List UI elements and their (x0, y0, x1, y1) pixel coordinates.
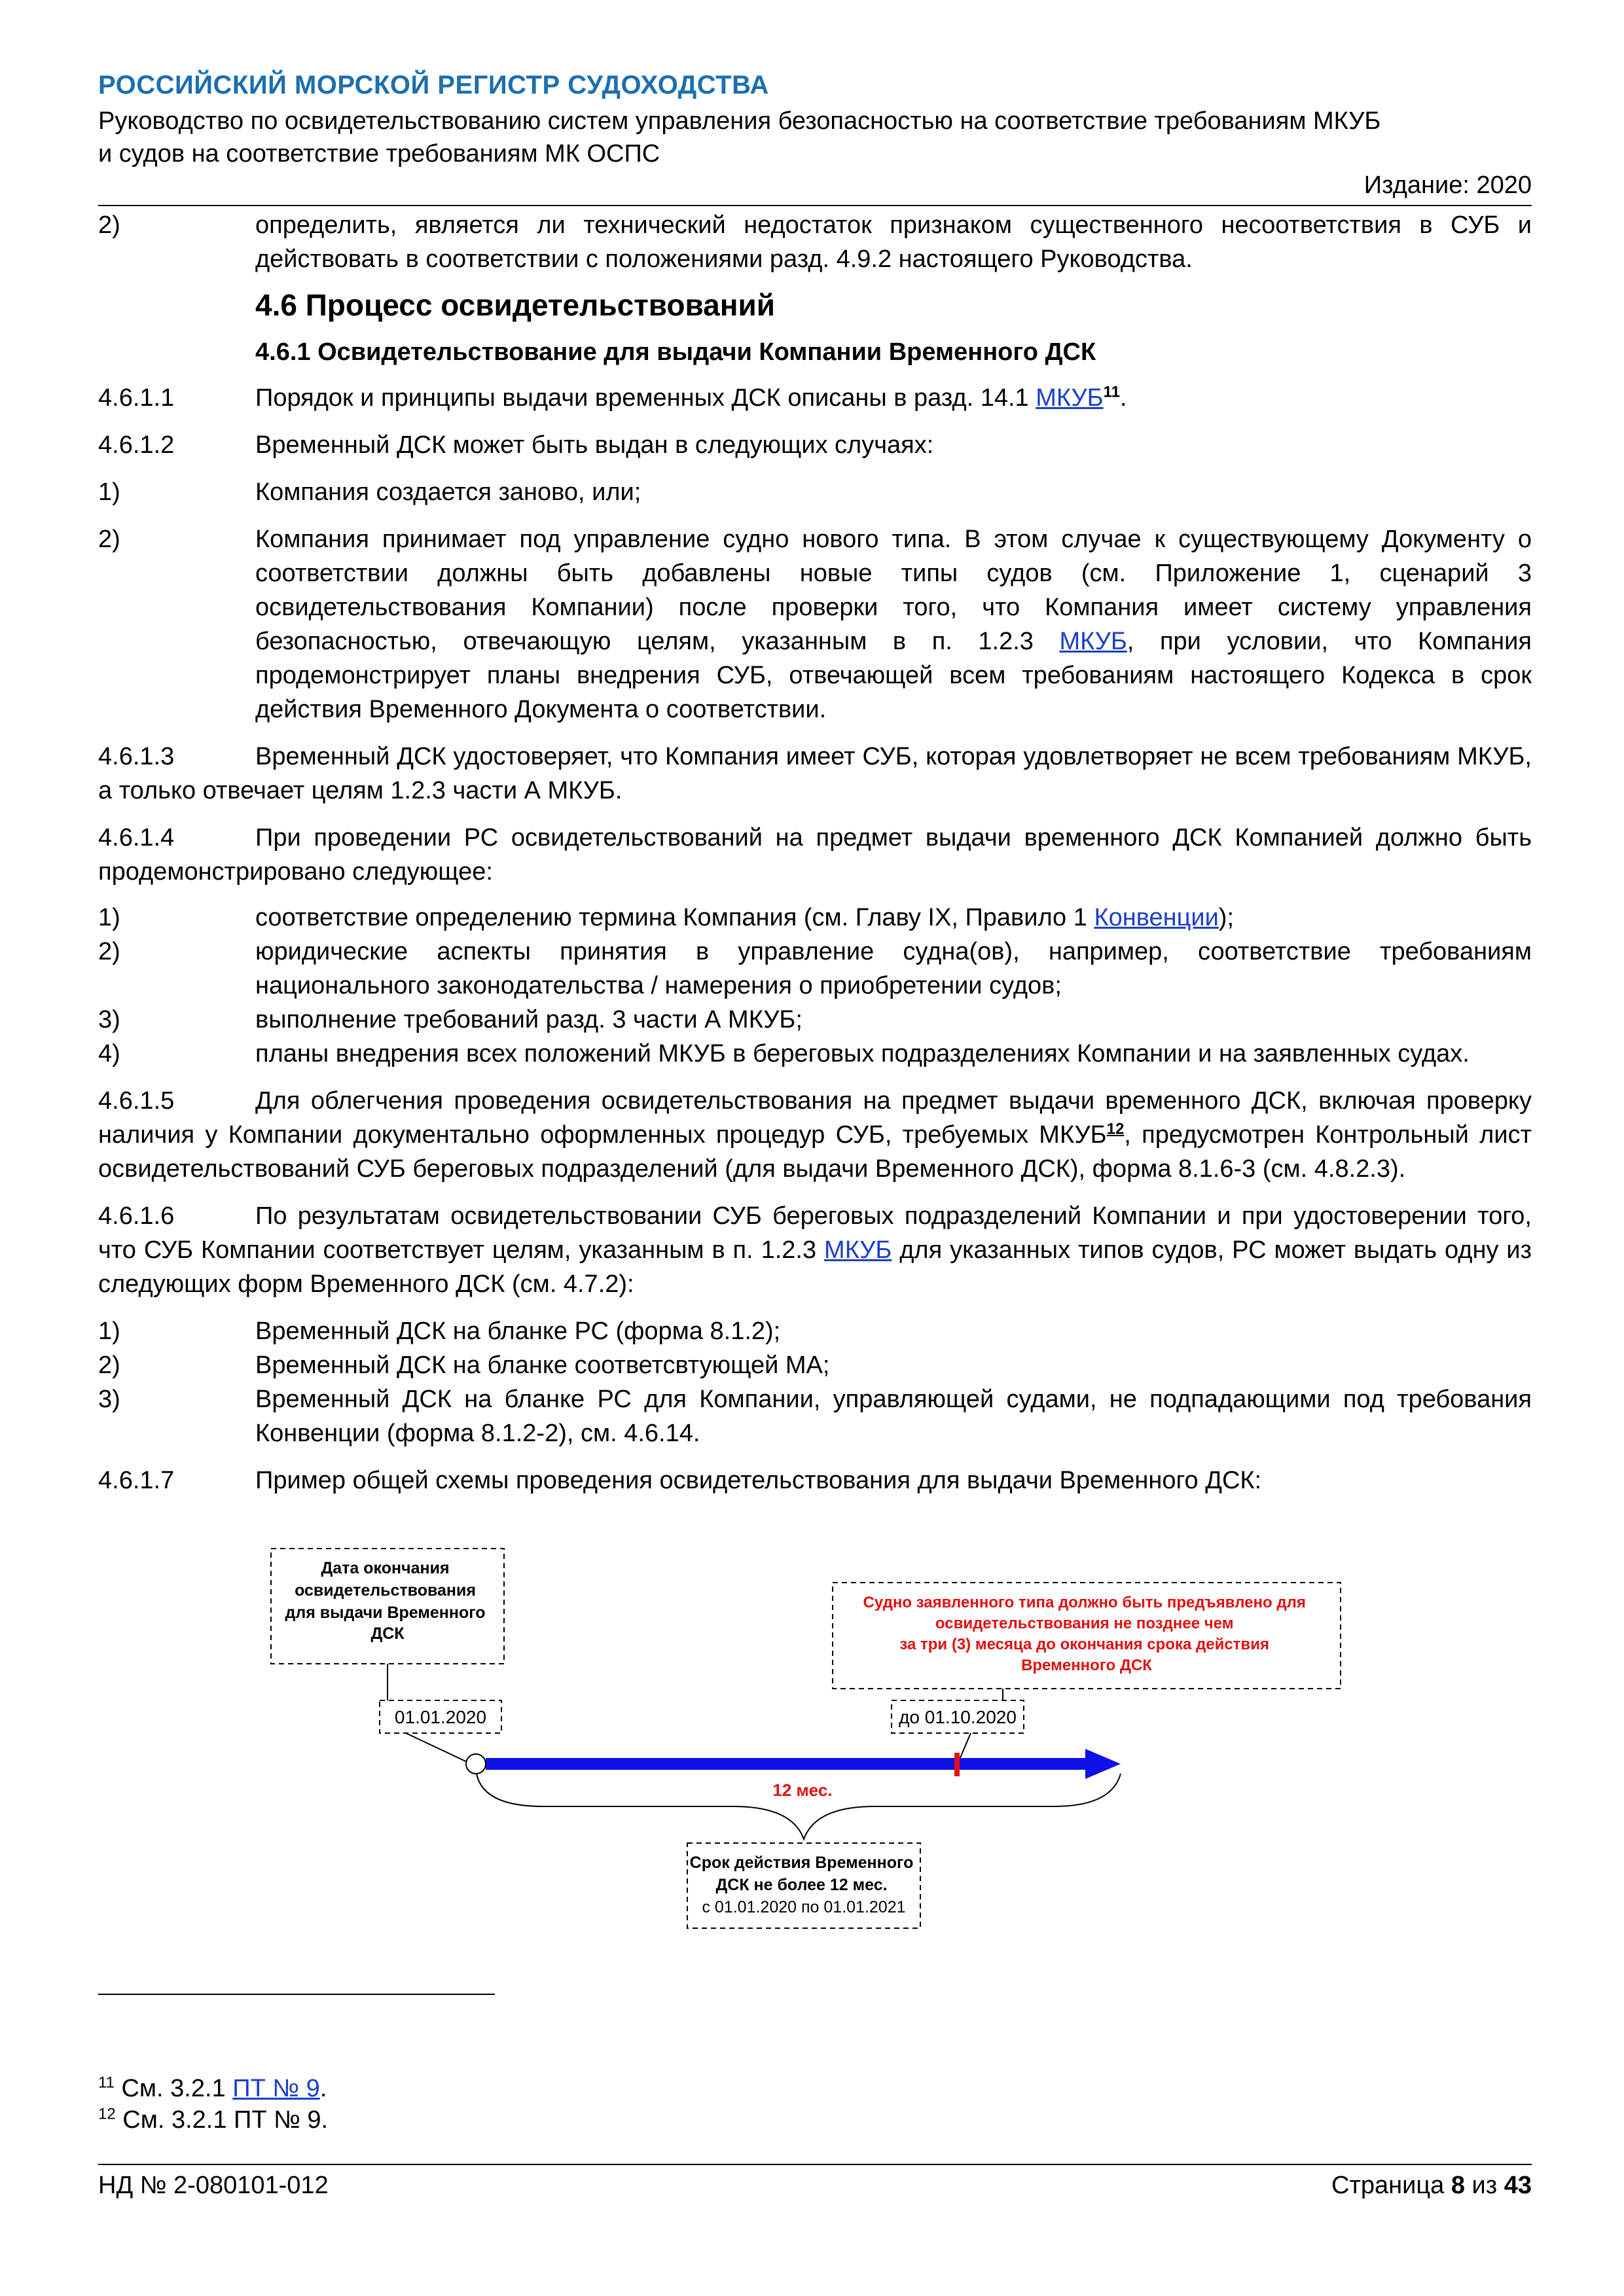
list-item-number: 1) (98, 1318, 120, 1345)
paragraph-text: Временный ДСК может быть выдан в следующих случаях: (255, 431, 934, 459)
timeline-arrow-shaft (486, 1758, 1088, 1770)
red-note-line: освидетельствования не позднее чем (935, 1615, 1234, 1632)
document-body (98, 208, 1532, 1498)
footnote-divider (98, 1994, 495, 1995)
footnote-text: См. 3.2.1 ПТ № 9. (115, 2106, 329, 2134)
validity-line: с 01.01.2020 по 01.01.2021 (702, 1898, 906, 1916)
list-item (98, 1037, 1532, 1071)
paragraph-number: 4.6.1.2 (98, 431, 175, 459)
footnote-ref-11[interactable]: 11 (1103, 383, 1120, 401)
mkub-link[interactable]: МКУБ (1059, 628, 1127, 655)
validity-line: Срок действия Временного (689, 1854, 914, 1872)
list-item-number: 2) (98, 938, 120, 965)
list-item (98, 901, 1532, 935)
deadline-marker (954, 1753, 960, 1776)
red-note-line: Временного ДСК (1021, 1657, 1152, 1674)
header-divider (98, 205, 1532, 206)
list-item-number: 1) (98, 904, 120, 931)
paragraph-4-6-1-3 (98, 740, 1532, 808)
paragraph-number: 4.6.1.5 (98, 1087, 175, 1115)
footnote-number: 11 (98, 2073, 115, 2092)
page-current: 8 (1451, 2172, 1465, 2199)
list-item (98, 208, 1532, 276)
list-item-number: 1) (98, 478, 120, 506)
list-item (98, 1314, 1532, 1348)
list-item-text: Временный ДСК на бланке соответсвтующей МА; (255, 1352, 830, 1379)
list-item-number: 2) (98, 211, 120, 239)
header-organization: РОССИЙСКИЙ МОРСКОЙ РЕГИСТР СУДОХОДСТВА (98, 71, 769, 99)
end-date-box-line: ДСК (370, 1624, 405, 1643)
footnote-text: См. 3.2.1 (114, 2075, 233, 2102)
start-date-label: 01.01.2020 (394, 1707, 487, 1727)
list-item (98, 522, 1532, 726)
list-item (98, 935, 1532, 1003)
list-item-text: выполнение требований разд. 3 части А МКУБ; (255, 1006, 803, 1033)
paragraph-text (255, 381, 1532, 415)
footer-divider (98, 2164, 1532, 2165)
duration-label: 12 мес. (772, 1780, 833, 1800)
paragraph-text-end: . (1119, 384, 1127, 412)
page-total: 43 (1504, 2172, 1532, 2199)
start-date-leader (406, 1733, 473, 1765)
list-item-number: 2) (98, 526, 120, 553)
subsection-title: 4.6.1 Освидетельствование для выдачи Компании Временного ДСК (255, 338, 1096, 366)
paragraph-4-6-1-5 (98, 1084, 1532, 1186)
list-item (98, 1382, 1532, 1450)
mkub-link[interactable]: МКУБ (1036, 384, 1104, 412)
deadline-date-leader (959, 1733, 971, 1761)
list-item-number: 3) (98, 1006, 120, 1033)
paragraph-4-6-1-6 (98, 1199, 1532, 1301)
svg-text:Срок действия Временного (690, 1854, 918, 1916)
list-item-number: 3) (98, 1386, 120, 1413)
list-item-text: определить, является ли технический недостаток признаком существенного несоответствия в СУБ и действовать в соответствии с положениями разд. 4.9.2 настоящего Руководства. (255, 211, 1532, 273)
page-word: Страница (1331, 2172, 1451, 2199)
paragraph-text-part: , предусмотрен Контрольный лист освидетельствований СУБ береговых подразделений (для выдачи Временного ДСК), форма 8.1.6-3 (см. 4.8.2.3). (98, 1121, 1532, 1183)
page-of: из (1464, 2172, 1504, 2199)
paragraph-text: Пример общей схемы проведения освидетельствования для выдачи Временного ДСК: (255, 1467, 1262, 1494)
list-item (98, 475, 1532, 509)
footnote-12 (98, 2105, 328, 2135)
mkub-link[interactable]: МКУБ (824, 1236, 892, 1264)
section-title: 4.6 Процесс освидетельствований (255, 288, 776, 322)
paragraph-text: Временный ДСК удостоверяет, что Компания имеет СУБ, которая удовлетворяет не всем требованиям МКУБ, а только отвечает целям 1.2.3 части А МКУБ. (98, 743, 1532, 804)
list-item-text-part: Компания принимает под управление судно нового типа. В этом случае к существующему Документу о соответствии должны быть добавлены новые типы судов (см. Приложение 1, сценарий 3 освидетельствования Компании) после проверки того, что Компания имеет систему управления безопасностью, отвечающую целям, указанным в п. 1.2.3 (255, 526, 1532, 655)
paragraph-4-6-1-2 (98, 428, 1532, 462)
footnote-end: . (319, 2075, 327, 2102)
paragraph-text-part: Порядок и принципы выдачи временных ДСК описаны в разд. 14.1 (255, 384, 1036, 412)
header-edition: Издание: 2020 (1363, 171, 1532, 199)
paragraph-text-part: для указанных типов судов, РС может выдать одну из следующих форм Временного ДСК (см. 4.7.2): (98, 1236, 1532, 1298)
paragraph-text-part: По результатам освидетельствовании СУБ береговых подразделений Компании и при удостоверении того, что СУБ Компании соответствует целям, указанным в п. 1.2.3 (98, 1202, 1532, 1264)
paragraph-number: 4.6.1.4 (98, 824, 175, 852)
header-subtitle-line1: Руководство по освидетельствованию систем управления безопасностью на соответствие требованиям МКУБ (98, 107, 1381, 135)
list-item-text: Компания создается заново, или; (255, 478, 641, 506)
end-date-box-line: для выдачи Временного (285, 1604, 486, 1622)
list-item-text-part: соответствие определению термина Компания (см. Главу IX, Правило 1 (255, 904, 1094, 931)
paragraph-number: 4.6.1.6 (98, 1202, 175, 1230)
paragraph-4-6-1-7 (98, 1463, 1532, 1498)
red-note-line: Судно заявленного типа должно быть предъявлено для (863, 1594, 1306, 1611)
end-date-box-line: освидетельствования (295, 1581, 476, 1600)
paragraph-4-6-1-4 (98, 821, 1532, 889)
paragraph-4-6-1-1 (98, 381, 1532, 415)
list-item-text: планы внедрения всех положений МКУБ в береговых подразделениях Компании и на заявленных судах. (255, 1040, 1470, 1067)
list-item-number: 2) (98, 1352, 120, 1379)
list-item-number: 4) (98, 1040, 120, 1067)
deadline-date-label: до 01.10.2020 (899, 1707, 1017, 1727)
timeline-arrow-head (1085, 1749, 1121, 1779)
footer-doc-number: НД № 2-080101-012 (98, 2172, 329, 2199)
header-subtitle-line2: и судов на соответствие требованиям МК ОСПС (98, 140, 660, 168)
timeline-diagram (98, 1545, 1532, 1964)
list-item (98, 1003, 1532, 1037)
validity-line: ДСК не более 12 мес. (715, 1876, 888, 1894)
list-item (98, 1348, 1532, 1382)
paragraph-text: При проведении РС освидетельствований на предмет выдачи временного ДСК Компанией должно быть продемонстрировано следующее: (98, 824, 1532, 886)
pt9-link[interactable]: ПТ № 9 (232, 2075, 320, 2102)
list-item-text: Временный ДСК на бланке РС (форма 8.1.2); (255, 1318, 781, 1345)
footnote-ref-12[interactable]: 12 (1106, 1120, 1125, 1138)
footnote-number: 12 (98, 2105, 116, 2123)
list-item-text (255, 901, 1532, 935)
header-subtitle (98, 105, 1532, 170)
footer-page-counter (1331, 2172, 1532, 2200)
list-item-text: юридические аспекты принятия в управление судна(ов), например, соответствие требованиям национального законодательства / намерения о приобретении судов; (255, 938, 1532, 999)
start-point-marker (466, 1754, 486, 1774)
convention-link[interactable]: Конвенции (1094, 904, 1219, 931)
paragraph-number: 4.6.1.1 (98, 384, 175, 412)
footnote-11 (98, 2073, 327, 2104)
end-date-box-line: Дата окончания (321, 1559, 450, 1577)
list-item-text-part: , при условии, что Компания продемонстрирует планы внедрения СУБ, отвечающей всем требованиям настоящего Кодекса в срок действия Временного Документа о соответствии. (255, 628, 1532, 723)
paragraph-text-part: Для облегчения проведения освидетельствования на предмет выдачи временного ДСК, включая проверку наличия у Компании документально оформленных процедур СУБ, требуемых МКУБ (98, 1087, 1532, 1149)
paragraph-number: 4.6.1.7 (98, 1467, 175, 1494)
paragraph-number: 4.6.1.3 (98, 743, 175, 770)
red-note-line: за три (3) месяца до окончания срока действия (899, 1636, 1269, 1653)
list-item-text (255, 522, 1532, 726)
list-item-text: Временный ДСК на бланке РС для Компании, управляющей судами, не подпадающими под требования Конвенции (форма 8.1.2-2), см. 4.6.14. (255, 1386, 1532, 1447)
list-item-text-end: ); (1218, 904, 1235, 931)
document-page (98, 0, 1532, 2296)
